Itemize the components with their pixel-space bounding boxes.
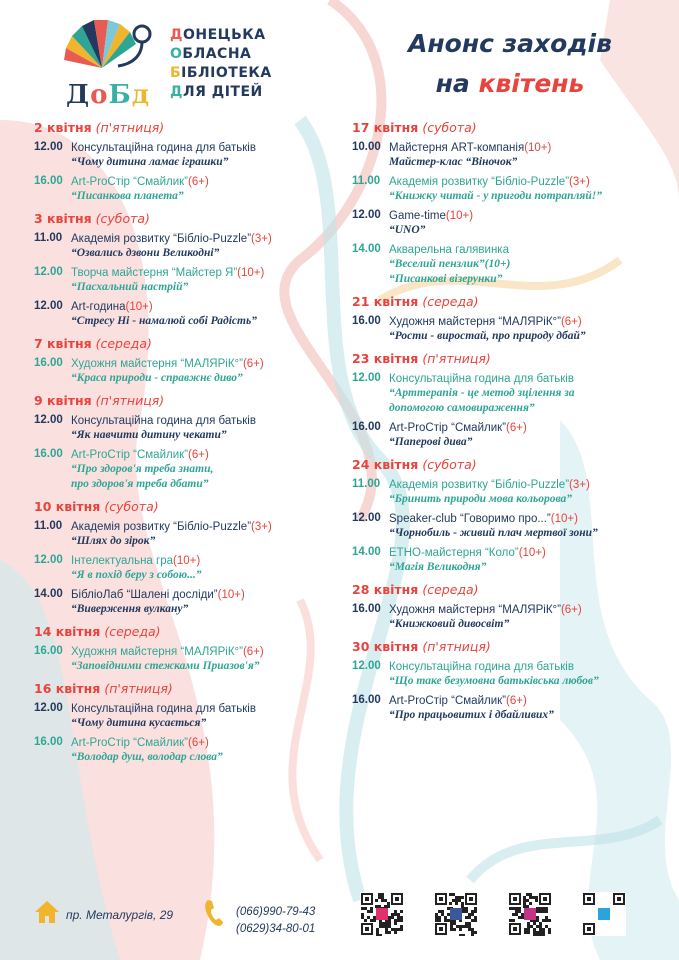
event-subtitle: “Шлях до зірок”	[71, 535, 156, 547]
age-badge: (3+)	[251, 233, 272, 245]
date-label: 2 квітня	[34, 120, 92, 135]
weekday-label: (п'ятниця)	[100, 681, 173, 696]
phone-numbers	[236, 904, 315, 938]
age-badge: (3+)	[569, 176, 590, 188]
event-time: 12.00	[34, 300, 63, 312]
phone-number-2[interactable]: (0629)34-80-01	[236, 923, 316, 935]
house-icon	[34, 900, 60, 924]
event-date	[34, 499, 349, 514]
event-title: Консультаційна година для батьків	[389, 661, 574, 673]
event-name	[71, 232, 349, 246]
event-time: 16.00	[34, 175, 63, 187]
event-title: Акварельна галявинка	[389, 244, 509, 256]
event-name	[71, 448, 349, 462]
event-item	[34, 702, 349, 731]
event-name	[389, 512, 662, 526]
event-subtitle: “Що таке безумовна батьківська любов”	[389, 675, 599, 687]
event-subtitle: “Чорнобиль - живий плач мертвої зони”	[389, 527, 598, 539]
weekday-label: (субота)	[418, 457, 477, 472]
weekday-label: (субота)	[418, 120, 477, 135]
date-label: 28 квітня	[352, 582, 419, 597]
event-subtitle: “Заповідними стежками Приазов'я”	[71, 660, 260, 672]
event-name	[71, 588, 349, 602]
event-time: 16.00	[352, 315, 381, 327]
event-subtitle: “UNO”	[389, 224, 426, 236]
event-subtitle: “Чому дитина кусається”	[71, 717, 207, 729]
age-badge: (10+)	[518, 547, 546, 559]
event-name	[389, 141, 662, 155]
day-block	[34, 499, 349, 617]
day-block	[34, 681, 349, 765]
event-name	[389, 660, 662, 674]
event-date	[34, 211, 349, 226]
event-title: ЕТНО-майстерня “Коло”	[389, 547, 519, 559]
weekday-label: (середа)	[418, 582, 479, 597]
event-date	[34, 336, 349, 351]
day-block	[34, 336, 349, 386]
age-badge: (6+)	[188, 176, 209, 188]
event-title: Академія розвитку “Бібліо-Puzzle”	[389, 176, 570, 188]
weekday-label: (п'ятниця)	[91, 393, 165, 408]
library-logo	[62, 16, 362, 108]
event-time: 16.00	[352, 694, 381, 706]
event-title: Art-ProСтір “Смайлик”	[389, 422, 506, 434]
event-time: 12.00	[352, 372, 381, 384]
weekday-label: (субота)	[91, 211, 150, 226]
event-name	[389, 603, 662, 617]
day-block	[352, 120, 662, 287]
event-item	[34, 588, 349, 617]
event-item	[352, 421, 662, 450]
event-time: 16.00	[352, 421, 381, 433]
weekday-label: (п'ятниця)	[418, 639, 491, 654]
event-title: Консультаційна година для батьків	[389, 373, 574, 385]
event-item	[34, 141, 349, 170]
event-subtitle: “Про працьовитих і дбайливих”	[389, 709, 554, 721]
event-title: Art-ProСтір “Смайлик”	[71, 737, 188, 749]
event-subtitle: допомогою самовираження”	[389, 402, 535, 414]
event-title: Творча майстерня “Майстер Я”	[71, 267, 238, 279]
event-item	[352, 694, 662, 723]
event-subtitle: “Рости - виростай, про природу дбай”	[389, 330, 586, 342]
event-time: 14.00	[352, 546, 381, 558]
event-name	[389, 175, 662, 189]
event-time: 14.00	[34, 588, 63, 600]
event-time: 12.00	[352, 660, 381, 672]
event-title: Майстерня ART-компанія	[389, 142, 525, 154]
event-name	[389, 372, 662, 386]
event-date	[352, 294, 662, 309]
event-title: Академія розвитку “Бібліо-Puzzle”	[389, 479, 570, 491]
event-subtitle: “Володар душ, володар слова”	[71, 751, 223, 763]
event-title: Консультаційна година для батьків	[71, 142, 256, 154]
day-block	[352, 351, 662, 450]
event-date	[34, 681, 349, 696]
age-badge: (6+)	[506, 422, 527, 434]
event-title: Art-ProСтір “Смайлик”	[389, 695, 506, 707]
qr-code[interactable]	[508, 892, 552, 936]
event-time: 16.00	[34, 448, 63, 460]
event-time: 12.00	[34, 266, 63, 278]
event-name	[389, 209, 662, 223]
age-badge: (3+)	[251, 521, 272, 533]
event-title: Game-time	[389, 210, 446, 222]
event-subtitle: “Стресу Ні - намалюй собі Радість”	[71, 315, 257, 327]
event-subtitle: “Книжку читай - у пригоди потрапляй!”	[389, 190, 602, 202]
event-item	[352, 603, 662, 632]
event-date	[34, 393, 349, 408]
event-time: 11.00	[34, 520, 63, 532]
day-block	[34, 393, 349, 492]
age-badge: (10+)	[173, 555, 201, 567]
event-name	[71, 266, 349, 280]
event-item	[34, 266, 349, 295]
event-title: Академія розвитку “Бібліо-Puzzle”	[71, 521, 252, 533]
event-time: 10.00	[352, 141, 381, 153]
event-item	[34, 300, 349, 329]
age-badge: (6+)	[242, 358, 264, 370]
day-block	[34, 624, 349, 674]
schedule-right-column	[352, 120, 662, 730]
event-name	[71, 736, 349, 750]
event-item	[352, 546, 662, 575]
event-time: 12.00	[34, 702, 63, 714]
date-label: 7 квітня	[34, 336, 92, 351]
event-item	[352, 372, 662, 416]
event-date	[352, 351, 662, 366]
event-time: 11.00	[352, 478, 381, 490]
event-title: Інтелектуальна гра	[71, 555, 174, 567]
event-name	[71, 520, 349, 534]
weekday-label: (середа)	[100, 624, 161, 639]
age-badge: (10+)	[217, 589, 245, 601]
event-time: 14.00	[352, 243, 381, 255]
event-title: Художня майстерня “МАЛЯРіК°”	[389, 316, 561, 328]
day-block	[352, 294, 662, 344]
event-title: Speaker-club “Говоримо про...”	[389, 513, 551, 525]
event-date	[352, 639, 662, 654]
date-label: 23 квітня	[352, 351, 419, 366]
event-item	[352, 243, 662, 287]
event-name	[389, 421, 662, 435]
event-date	[352, 120, 662, 135]
event-date	[352, 457, 662, 472]
event-subtitle: “Чому дитина ламає іграшки”	[71, 156, 229, 168]
age-badge: (10+)	[524, 142, 552, 154]
date-label: 9 квітня	[34, 393, 92, 408]
event-time: 12.00	[34, 414, 63, 426]
day-block	[352, 639, 662, 723]
event-item	[34, 554, 349, 583]
schedule-left-column	[34, 120, 349, 772]
footer	[0, 890, 679, 950]
age-badge: (6+)	[560, 316, 582, 328]
day-block	[34, 211, 349, 329]
event-name	[71, 554, 349, 568]
event-name	[71, 702, 349, 716]
event-date	[34, 120, 349, 135]
event-name	[71, 141, 349, 155]
event-subtitle: “Пасхальний настрій”	[71, 281, 189, 293]
event-item	[34, 357, 349, 386]
event-item	[34, 414, 349, 443]
event-name	[71, 645, 349, 659]
event-title: Художня майстерня “МАЛЯРіК°”	[71, 646, 243, 658]
page-title: Анонс заходів на квітень	[408, 29, 612, 98]
event-subtitle: “Як навчити дитину чекати”	[71, 429, 227, 441]
event-time: 11.00	[34, 232, 63, 244]
event-item	[34, 175, 349, 204]
event-title: Art-ProСтір “Смайлик”	[71, 449, 188, 461]
event-item	[34, 645, 349, 674]
event-subtitle: “Озвались дзвони Великодні”	[71, 247, 220, 259]
event-time: 11.00	[352, 175, 381, 187]
weekday-label: (п'ятниця)	[91, 120, 165, 135]
event-name	[389, 243, 662, 257]
logo-wordmark: ДоБд	[66, 80, 151, 110]
day-block	[34, 120, 349, 204]
age-badge: (10+)	[237, 267, 265, 279]
event-item	[352, 209, 662, 238]
event-title: БібліоЛаб “Шалені досліди”	[71, 589, 218, 601]
event-time: 12.00	[34, 554, 63, 566]
event-subtitle: Майстер-клас “Віночок”	[389, 156, 518, 168]
event-item	[352, 175, 662, 204]
phone-icon	[204, 898, 226, 928]
date-label: 16 квітня	[34, 681, 101, 696]
event-subtitle: “Паперові дива”	[389, 436, 473, 448]
event-item	[352, 141, 662, 170]
event-name	[389, 546, 662, 560]
event-item	[34, 448, 349, 492]
event-subtitle: “Писанкові візерунки”	[389, 273, 503, 285]
day-block	[352, 457, 662, 575]
event-subtitle: “Веселий пензлик”(10+)	[389, 258, 511, 270]
event-item	[352, 512, 662, 541]
event-time: 12.00	[34, 141, 63, 153]
event-item	[34, 520, 349, 549]
age-badge: (6+)	[506, 695, 527, 707]
date-label: 10 квітня	[34, 499, 101, 514]
event-name	[389, 694, 662, 708]
event-subtitle: “Магія Великодня”	[389, 561, 487, 573]
weekday-label: (середа)	[91, 336, 152, 351]
age-badge: (6+)	[560, 604, 582, 616]
library-name: ДОНЕЦЬКА ОБЛАСНА БІБЛІОТЕКА ДЛЯ ДІТЕЙ	[170, 27, 272, 100]
weekday-label: (середа)	[418, 294, 479, 309]
event-subtitle: “Арттерапія - це метод зцілення за	[389, 387, 575, 399]
event-subtitle: “Я в похід беру з собою...”	[71, 569, 202, 581]
weekday-label: (субота)	[100, 499, 159, 514]
logo-fan-icon	[62, 16, 154, 76]
age-badge: (10+)	[125, 301, 153, 313]
event-title: Художня майстерня “МАЛЯРіК°”	[389, 604, 561, 616]
date-label: 3 квітня	[34, 211, 92, 226]
event-subtitle: “Виверження вулкану”	[71, 603, 189, 615]
event-title: Консультаційна година для батьків	[71, 415, 256, 427]
event-name	[71, 175, 349, 189]
event-title: Художня майстерня “МАЛЯРіК°”	[71, 358, 243, 370]
event-subtitle: “Книжковий дивосвіт”	[389, 618, 510, 630]
age-badge: (6+)	[188, 737, 209, 749]
event-name	[71, 300, 349, 314]
event-subtitle: “Краса природи - справжнє диво”	[71, 372, 243, 384]
age-badge: (10+)	[445, 210, 474, 222]
date-label: 17 квітня	[352, 120, 419, 135]
qr-code[interactable]	[582, 892, 626, 936]
event-time: 12.00	[352, 512, 381, 524]
event-item	[34, 736, 349, 765]
date-label: 14 квітня	[34, 624, 101, 639]
event-time: 16.00	[34, 736, 63, 748]
qr-code[interactable]	[360, 892, 404, 936]
address: пр. Металургів, 29	[66, 908, 174, 922]
date-label: 30 квітня	[352, 639, 419, 654]
age-badge: (3+)	[569, 479, 590, 491]
event-time: 12.00	[352, 209, 381, 221]
event-item	[34, 232, 349, 261]
event-time: 16.00	[352, 603, 381, 615]
event-item	[352, 660, 662, 689]
event-date	[34, 624, 349, 639]
event-title: Art-година	[71, 301, 126, 313]
event-name	[389, 315, 662, 329]
event-item	[352, 315, 662, 344]
event-subtitle: “Про здоров'я треба знати,	[71, 463, 214, 475]
event-time: 16.00	[34, 645, 63, 657]
event-date	[352, 582, 662, 597]
event-subtitle: “Писанкова планета”	[71, 190, 184, 202]
event-item	[352, 478, 662, 507]
qr-code[interactable]	[434, 892, 478, 936]
event-subtitle: “Бринить природи мова кольорова”	[389, 493, 573, 505]
age-badge: (6+)	[188, 449, 209, 461]
weekday-label: (п'ятниця)	[418, 351, 491, 366]
day-block	[352, 582, 662, 632]
event-title: Консультаційна година для батьків	[71, 703, 256, 715]
age-badge: (10+)	[550, 513, 578, 525]
phone-number-1[interactable]: (066)990-79-43	[236, 906, 316, 918]
date-label: 21 квітня	[352, 294, 419, 309]
event-title: Art-ProСтір “Смайлик”	[71, 176, 188, 188]
age-badge: (6+)	[242, 646, 264, 658]
event-subtitle: про здоров'я треба дбати”	[71, 478, 209, 490]
event-time: 16.00	[34, 357, 63, 369]
date-label: 24 квітня	[352, 457, 419, 472]
event-name	[71, 357, 349, 371]
event-name	[389, 478, 662, 492]
event-title: Академія розвитку “Бібліо-Puzzle”	[71, 233, 252, 245]
event-name	[71, 414, 349, 428]
